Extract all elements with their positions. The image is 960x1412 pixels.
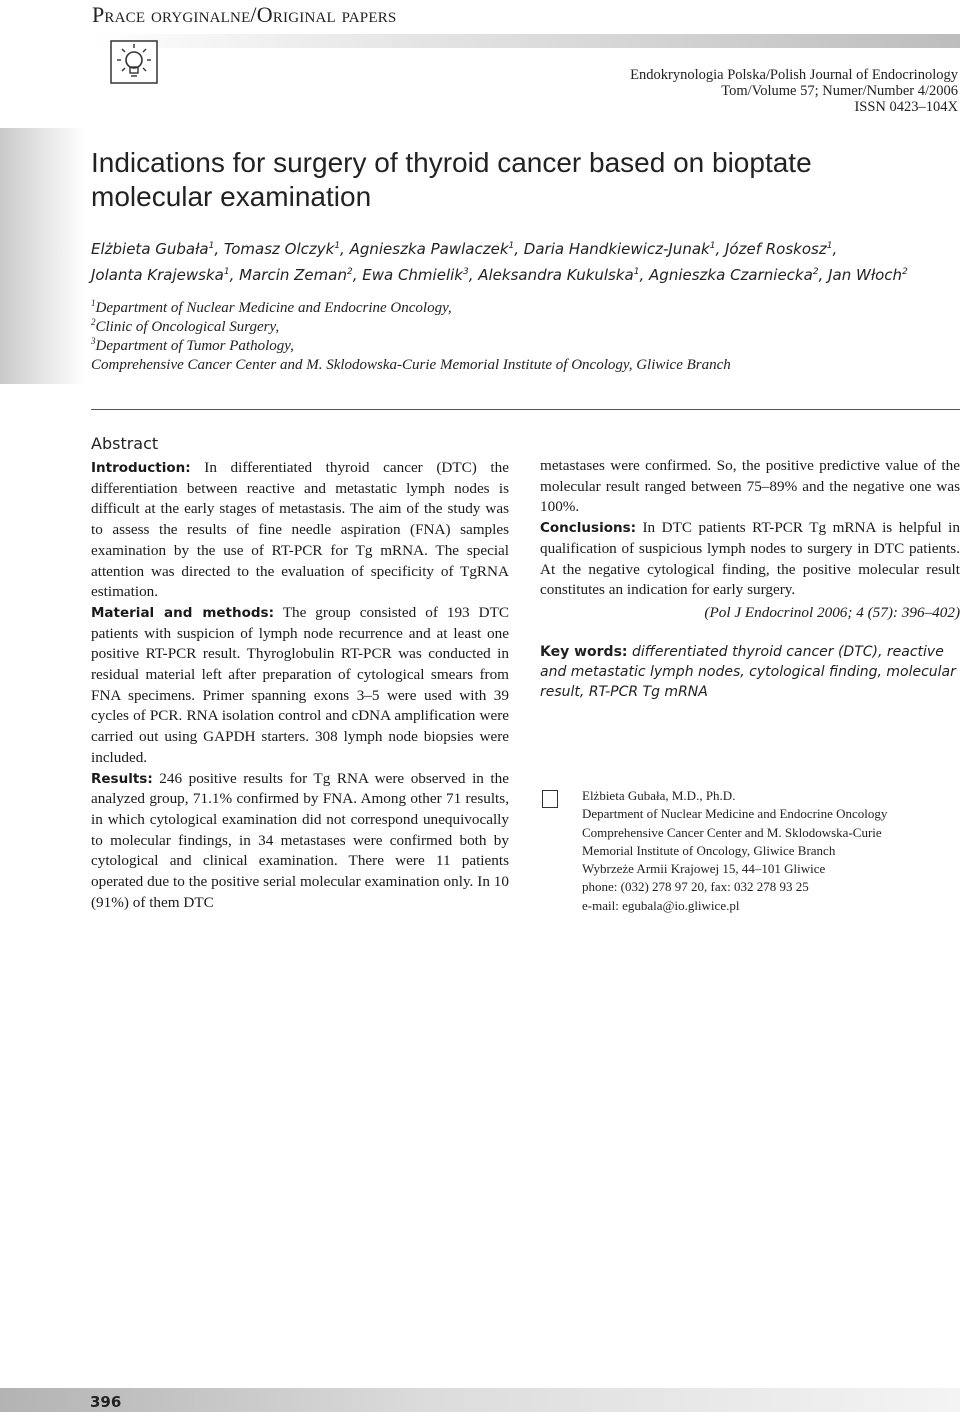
introduction-text: In differentiated thyroid cancer (DTC) the differentiation between reactive and metastatic lymph nodes is difficult at the early stages of metastasis. The aim of the study was to assess the results of fine needle aspiration (FNA) samples examination by the use of RT-PCR for Tg mRNA. The special attention was directed to the evaluation of specificity of TgRNA estimation. bbox=[91, 459, 509, 601]
affiliation-text: Clinic of Oncological Surgery, bbox=[95, 319, 280, 335]
divider bbox=[91, 409, 960, 410]
affiliation-sup: 3 bbox=[91, 336, 96, 346]
author-sup: 1 bbox=[334, 241, 341, 251]
author-name: Agnieszka Czarniecka bbox=[649, 266, 813, 284]
author-sup: 3 bbox=[462, 267, 469, 277]
methods-text: The group consisted of 193 DTC patients with suspicion of lymph node recurrence and at least one positive RT-PCR result. Thyroglobulin RT-PCR was conducted in residual material left after preparation of cytological smears from FNA specimens. Primer spanning exons 3–5 were used with 39 cycles of PCR. RNA isolation control and cDNA amplification were carried out using GAPDH starters. 308 lymph node biopsies were included. bbox=[91, 603, 509, 766]
journal-issn: ISSN 0423–104X bbox=[854, 99, 958, 115]
affiliation-item bbox=[91, 356, 951, 375]
author-name: Tomasz Olczyk bbox=[223, 240, 335, 258]
abstract-conclusions bbox=[540, 518, 960, 601]
header-gradient-bar bbox=[92, 34, 960, 48]
author-sep: , bbox=[639, 266, 650, 284]
correspondence-email: e-mail: egubala@io.gliwice.pl bbox=[582, 897, 740, 913]
affiliation-item bbox=[91, 318, 951, 337]
results-continuation: metastases were confirmed. So, the positive predictive value of the molecular result ranged between 75–89% and the negative one was 100%. bbox=[540, 457, 960, 516]
abstract-column-right bbox=[540, 456, 960, 624]
affiliation-sup: 1 bbox=[91, 298, 96, 308]
author-sup: 2 bbox=[902, 267, 908, 277]
article-title bbox=[91, 146, 891, 214]
affiliation-item bbox=[91, 299, 951, 318]
correspondence-street: Wybrzeże Armii Krajowej 15, 44–101 Gliwice bbox=[582, 861, 826, 877]
author-name: Daria Handkiewicz-Junak bbox=[523, 240, 710, 258]
abstract-column-left bbox=[91, 458, 509, 913]
keywords bbox=[540, 642, 960, 702]
correspondence-line: Memorial Institute of Oncology, Gliwice Branch bbox=[582, 842, 836, 858]
page-number: 396 bbox=[90, 1393, 122, 1411]
affiliation-item bbox=[91, 337, 951, 356]
affiliation-list bbox=[91, 299, 951, 375]
section-label: Prace oryginalne/Original papers bbox=[92, 2, 397, 27]
conclusions-label: Conclusions: bbox=[540, 520, 637, 537]
author-sep: , bbox=[514, 240, 524, 258]
author-name: Ewa Chmielik bbox=[362, 266, 463, 284]
author-list bbox=[91, 236, 960, 288]
author-sep: , bbox=[715, 240, 725, 258]
author-sup: 1 bbox=[633, 267, 640, 277]
author-sep: , bbox=[214, 240, 224, 258]
author-name: Agnieszka Pawlaczek bbox=[349, 240, 509, 258]
keywords-text: differentiated thyroid cancer (DTC), reactive and metastatic lymph nodes, cytological finding, molecular result, RT-PCR Tg mRNA bbox=[540, 644, 956, 700]
author-sup: 1 bbox=[826, 241, 833, 251]
conclusions-text: In DTC patients RT-PCR Tg mRNA is helpful in qualification of suspicious lymph nodes to surgery in DTC patients. At the negative cytological finding, the positive molecular result constitutes an indication for early surgery. bbox=[540, 519, 960, 599]
author-sep: , bbox=[229, 266, 240, 284]
author-sup: 1 bbox=[223, 267, 230, 277]
author-sup: 1 bbox=[208, 241, 215, 251]
journal-info bbox=[630, 67, 958, 115]
lightbulb-icon bbox=[110, 40, 158, 84]
keywords-label: Key words: bbox=[540, 644, 628, 660]
title-line-2: molecular examination bbox=[91, 181, 372, 212]
author-name: Aleksandra Kukulska bbox=[478, 266, 634, 284]
author-sep: , bbox=[352, 266, 363, 284]
footer-gradient-bar bbox=[0, 1388, 960, 1412]
correspondence-phone: phone: (032) 278 97 20, fax: 032 278 93 25 bbox=[582, 879, 809, 895]
author-sup: 1 bbox=[508, 241, 515, 251]
journal-name: Endokrynologia Polska/Polish Journal of Endocrinology bbox=[630, 67, 958, 83]
results-text: 246 positive results for Tg RNA were observed in the analyzed group, 71.1% confirmed by FNA. Among other 71 results, in which cytological examination did not correspond unequivocally to molecular findings, in 34 metastases were confirmed both by cytological and clinical examination. There were 11 patients operated due to the positive serial molecular examination only. In 10 (91%) of them DTC bbox=[91, 769, 509, 911]
side-gradient-bar bbox=[0, 128, 86, 384]
journal-volume: Tom/Volume 57; Numer/Number 4/2006 bbox=[721, 83, 958, 99]
author-name: Józef Roskosz bbox=[724, 240, 827, 258]
author-name: Marcin Zeman bbox=[239, 266, 347, 284]
author-sep: , bbox=[818, 266, 829, 284]
affiliation-sup: 2 bbox=[91, 317, 96, 327]
author-sep: , bbox=[832, 240, 838, 258]
correspondence-address bbox=[582, 787, 887, 915]
abstract-heading: Abstract bbox=[91, 434, 159, 453]
introduction-label: Introduction: bbox=[91, 460, 191, 476]
correspondence-line: Department of Nuclear Medicine and Endocrine Oncology bbox=[582, 806, 888, 822]
citation: (Pol J Endocrinol 2006; 4 (57): 396–402) bbox=[704, 603, 960, 621]
correspondence-line: Comprehensive Cancer Center and M. Sklodowska-Curie bbox=[582, 824, 882, 840]
envelope-icon bbox=[542, 790, 558, 808]
affiliation-text: Department of Nuclear Medicine and Endocrine Oncology, bbox=[95, 300, 452, 316]
abstract-results bbox=[91, 769, 509, 914]
author-sup: 2 bbox=[812, 267, 819, 277]
affiliation-text: Department of Tumor Pathology, bbox=[95, 338, 294, 354]
author-name: Elżbieta Gubała bbox=[91, 240, 209, 258]
abstract-methods bbox=[91, 603, 509, 769]
author-sep: , bbox=[340, 240, 350, 258]
author-name: Jolanta Krajewska bbox=[91, 266, 224, 284]
affiliation-text: Comprehensive Cancer Center and M. Sklodowska-Curie Memorial Institute of Oncology, Gliwice Branch bbox=[91, 357, 731, 373]
author-sup: 2 bbox=[346, 267, 353, 277]
author-name: Jan Włoch bbox=[828, 266, 903, 284]
abstract-introduction bbox=[91, 458, 509, 603]
correspondence-name: Elżbieta Gubała, M.D., Ph.D. bbox=[582, 788, 736, 803]
author-sup: 1 bbox=[709, 241, 716, 251]
title-line-1: Indications for surgery of thyroid cancer based on bioptate bbox=[91, 147, 812, 178]
results-label: Results: bbox=[91, 770, 153, 787]
methods-label: Material and methods: bbox=[91, 604, 274, 621]
author-sep: , bbox=[468, 266, 479, 284]
